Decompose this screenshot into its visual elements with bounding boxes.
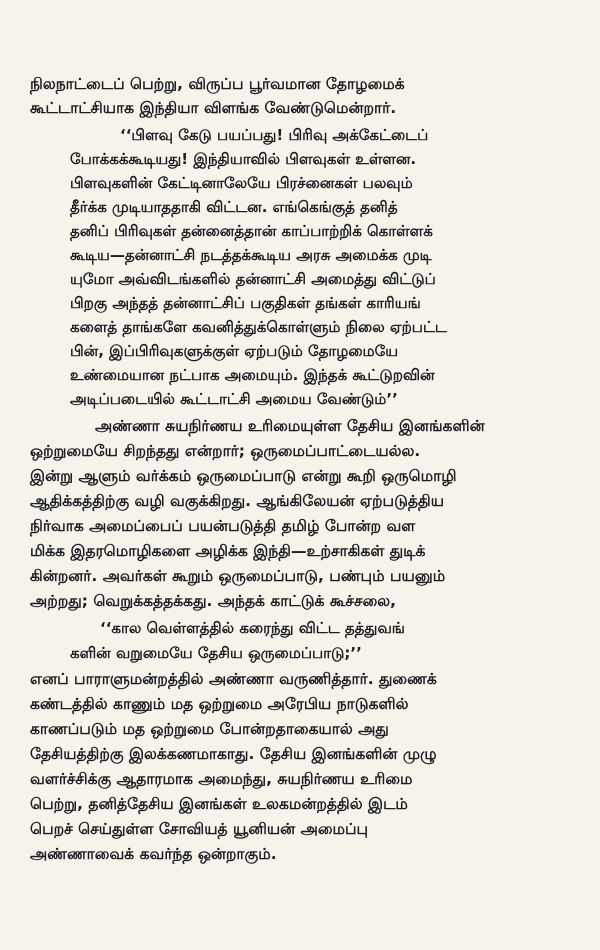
text-line: அண்ணாவைக் கவர்ந்த ஒன்றாகும். — [30, 845, 277, 863]
text-line: மிக்க இதரமொழிகளை அழிக்க இந்தி—உற்சாகிகள் துடிக் — [30, 542, 426, 560]
text-line: அற்றது; வெறுக்கத்தக்கது. அந்தக் காட்டுக் கூச்சலை, — [30, 592, 396, 610]
text-line: யுமோ அவ்விடங்களில் தன்னாட்சி அமைத்து விட்டுப் — [70, 270, 436, 288]
text-line: கூடிய—தன்னாட்சி நடத்தக்கூடிய அரசு அமைக்க முடி — [70, 246, 432, 264]
text-line: கண்டத்தில் காணும் மத ஒற்றுமை அரேபிய நாடுகளில் — [30, 695, 409, 713]
text-line: தேசியத்திற்கு இலக்கணமாகாது. தேசிய இனங்களின் முழு — [30, 745, 437, 763]
text-line: ஆதிக்கத்திற்கு வழி வகுக்கிறது. ஆங்கிலேயன் ஏற்படுத்திய — [30, 492, 444, 510]
text-line: அண்ணா சுயநிர்ணய உரிமையுள்ள தேசிய இனங்களின் — [95, 417, 485, 435]
text-line: கின்றனர். அவர்கள் கூறும் ஒருமைப்பாடு, பண்பும் பயனும் — [30, 567, 446, 585]
text-line: ஒற்றுமையே சிறந்தது என்றார்; ஒருமைப்பாட்டையல்ல. — [30, 442, 421, 460]
text-line: களின் வறுமையே தேசிய ஒருமைப்பாடு;’’ — [70, 644, 362, 662]
text-line: ‘‘பிளவு கேடு பயப்பது! பிரிவு அக்கேட்டைப் — [120, 126, 429, 144]
text-line: காணப்படும் மத ஒற்றுமை போன்றதாகையால் அது — [30, 720, 389, 738]
text-line: பெற்று, தனித்தேசிய இனங்கள் உலகமன்றத்தில் இடம் — [30, 795, 408, 813]
text-line: பிளவுகளின் கேட்டினாலேயே பிரச்னைகள் பலவும் — [70, 174, 413, 192]
text-line: நிர்வாக அமைப்பைப் பயன்படுத்தி தமிழ் போன்ற வள — [30, 517, 416, 535]
text-line: எனப் பாராளுமன்றத்தில் அண்ணா வருணித்தார். துணைக் — [30, 670, 437, 688]
text-line: போக்கக்கூடியது! இந்தியாவில் பிளவுகள் உள்ளன. — [70, 150, 417, 168]
text-line: இன்று ஆளும் வர்க்கம் ஒருமைப்பாடு என்று கூறி ஒருமொழி — [30, 467, 457, 485]
text-line: கூட்டாட்சியாக இந்தியா விளங்க வேண்டுமென்றார். — [30, 99, 397, 117]
text-line: நிலநாட்டைப் பெற்று, விருப்ப பூர்வமான தோழமைக் — [30, 75, 405, 93]
text-line: அடிப்படையில் கூட்டாட்சி அமைய வேண்டும்’’ — [70, 390, 398, 408]
text-line: களைத் தாங்களே கவனித்துக்கொள்ளும் நிலை ஏற்பட்ட — [70, 318, 447, 336]
text-line: ‘‘கால வெள்ளத்தில் கரைந்து விட்ட தத்துவங் — [100, 619, 405, 637]
text-line: உண்மையான நட்பாக அமையும். இந்தக் கூட்டுறவின் — [70, 366, 435, 384]
text-line: பின், இப்பிரிவுகளுக்குள் ஏற்படும் தோழமையே — [70, 342, 399, 360]
text-line: தீர்க்க முடியாததாகி விட்டன. எங்கெங்குத் தனித் — [70, 198, 398, 216]
text-line: வளர்ச்சிக்கு ஆதாரமாக அமைந்து, சுயநிர்ணய உரிமை — [30, 770, 413, 788]
text-line: பெறச் செய்துள்ள சோவியத் யூனியன் அமைப்பு — [30, 820, 369, 838]
text-line: பிறகு அந்தத் தன்னாட்சிப் பகுதிகள் தங்கள் காரியங் — [70, 294, 421, 312]
text-line: தனிப் பிரிவுகள் தன்னைத்தான் காப்பாற்றிக் கொள்ளக் — [70, 222, 433, 240]
